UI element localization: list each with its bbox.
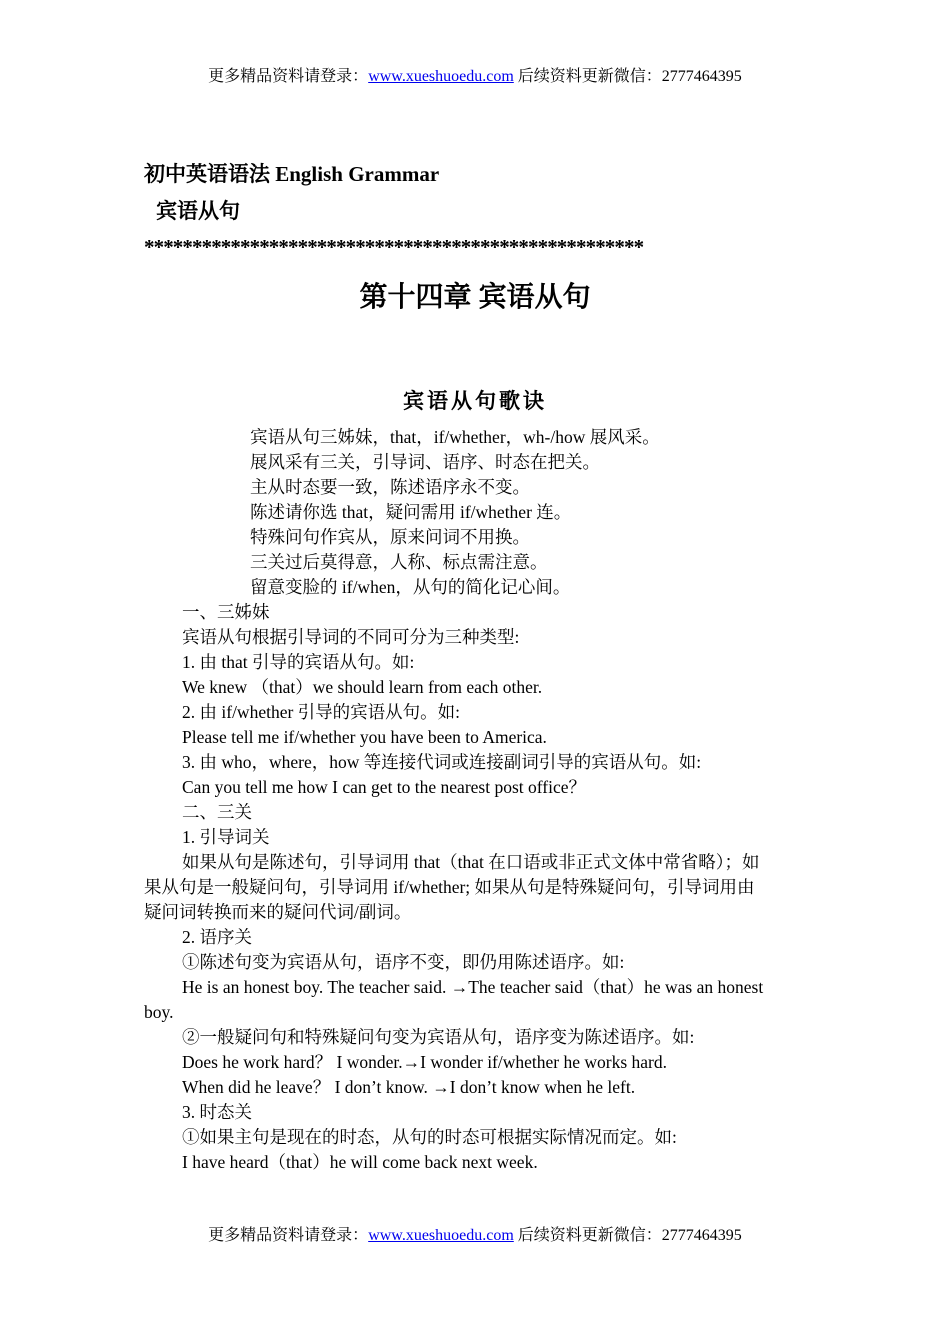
subsection-heading: 1. 引导词关 (182, 827, 270, 847)
list-item: 1. 由 that 引导的宾语从句。如: (182, 652, 415, 672)
poem-line: 展风采有三关，引导词、语序、时态在把关。 (250, 452, 600, 472)
page-header (0, 67, 950, 87)
paragraph: 宾语从句根据引导词的不同可分为三种类型: (182, 627, 520, 647)
doc-subtitle: 宾语从句 (156, 199, 240, 223)
list-item: 2. 由 if/whether 引导的宾语从句。如: (182, 702, 461, 722)
paragraph-line: 疑问词转换而来的疑问代词/副词。 (144, 902, 412, 922)
header-prefix: 更多精品资料请登录： (208, 68, 369, 85)
rule-item: ①如果主句是现在的时态，从句的时态可根据实际情况而定。如: (182, 1127, 677, 1147)
paragraph-line: 果从句是一般疑问句，引导词用 if/whether; 如果从句是特殊疑问句，引导词用由 (144, 877, 755, 897)
header-suffix: 后续资料更新微信：2777464395 (513, 68, 742, 85)
paragraph-line: 如果从句是陈述句，引导词用 that（that 在口语或非正式文体中常省略）；如 (182, 852, 760, 872)
section-heading: 一、三姊妹 (182, 602, 270, 622)
poem-line: 宾语从句三姊妹，that，if/whether，wh-/how 展风采。 (250, 427, 660, 447)
star-divider: **************************************************** (144, 235, 644, 259)
song-title: 宾语从句歌诀 (403, 389, 547, 413)
example-sentence: He is an honest boy. The teacher said. →The teacher said（that）he was an honest (182, 977, 764, 997)
rule-item: ②一般疑问句和特殊疑问句变为宾语从句，语序变为陈述语序。如: (182, 1027, 695, 1047)
example-sentence: Does he work hard？ I wonder.→I wonder if/whether he works hard. (182, 1052, 668, 1072)
example-sentence: Can you tell me how I can get to the nearest post office？ (182, 777, 587, 797)
rule-item: ①陈述句变为宾语从句，语序不变，即仍用陈述语序。如: (182, 952, 625, 972)
page-footer (0, 1226, 950, 1246)
footer-suffix: 后续资料更新微信：2777464395 (513, 1227, 742, 1244)
poem-line: 特殊问句作宾从，原来问词不用换。 (250, 527, 530, 547)
poem-line: 留意变脸的 if/when，从句的简化记心间。 (250, 577, 571, 597)
subsection-heading: 3. 时态关 (182, 1102, 252, 1122)
header-link[interactable]: www.xueshuoedu.com (368, 68, 514, 85)
example-sentence: I have heard（that）he will come back next week. (182, 1152, 538, 1172)
example-sentence: We knew （that）we should learn from each other. (182, 677, 543, 697)
poem-line: 陈述请你选 that，疑问需用 if/whether 连。 (250, 502, 572, 522)
doc-title: 初中英语语法 English Grammar (144, 162, 440, 186)
footer-link[interactable]: www.xueshuoedu.com (368, 1227, 514, 1244)
list-item: 3. 由 who，where，how 等连接代词或连接副词引导的宾语从句。如: (182, 752, 702, 772)
section-heading: 二、三关 (182, 802, 252, 822)
chapter-title: 第十四章 宾语从句 (359, 282, 591, 313)
example-sentence: Please tell me if/whether you have been to America. (182, 727, 547, 747)
poem-line: 三关过后莫得意，人称、标点需注意。 (250, 552, 548, 572)
example-sentence: boy. (144, 1002, 174, 1022)
poem-line: 主从时态要一致，陈述语序永不变。 (250, 477, 530, 497)
subsection-heading: 2. 语序关 (182, 927, 252, 947)
example-sentence: When did he leave？ I don’t know. →I don’t know when he left. (182, 1077, 636, 1097)
footer-prefix: 更多精品资料请登录： (208, 1227, 369, 1244)
